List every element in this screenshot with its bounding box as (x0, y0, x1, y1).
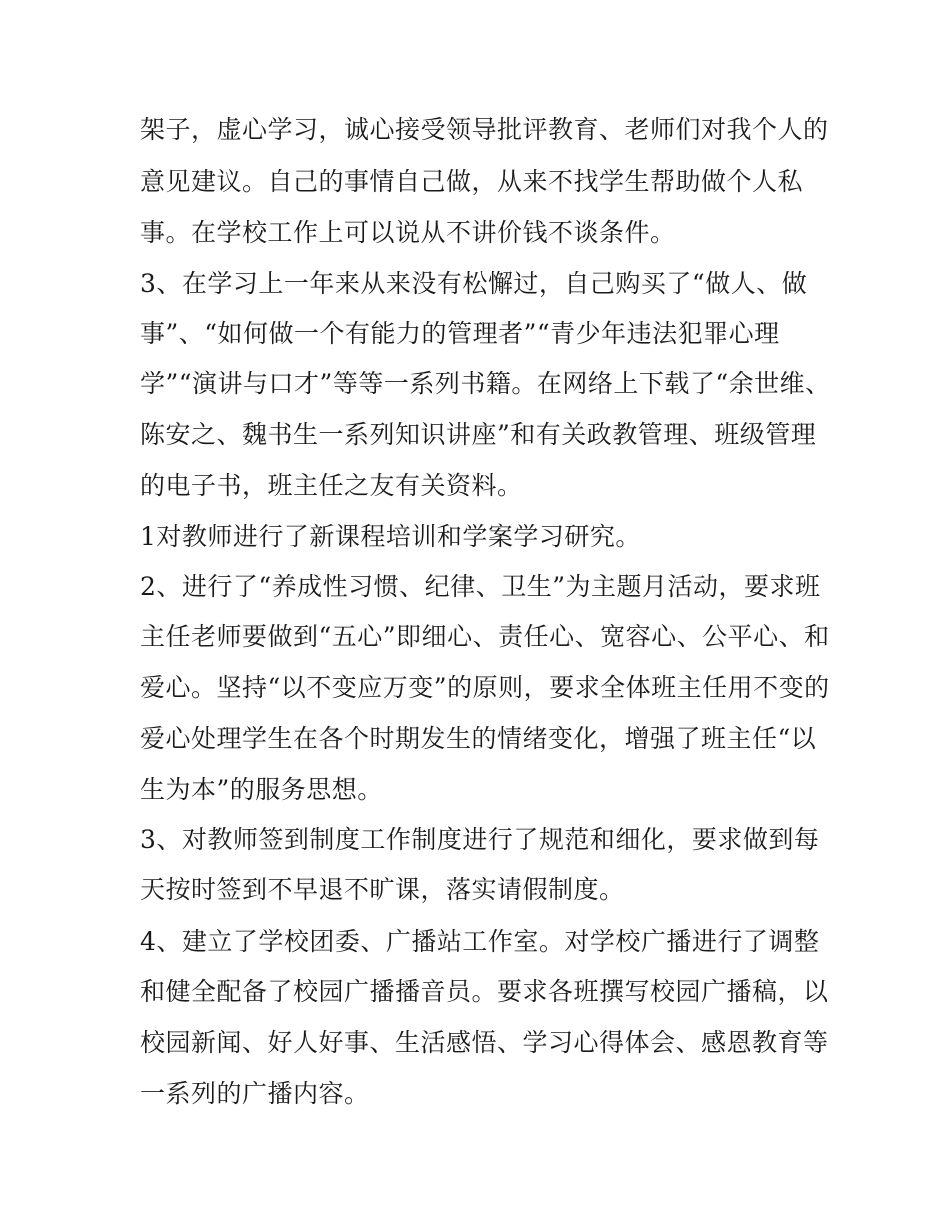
text-line: 生为本”的服务思想。 (140, 775, 383, 804)
text-line: 意见建议。自己的事情自己做，从来不找学生帮助做个人私 (140, 167, 804, 196)
text-line: 4、建立了学校团委、广播站工作室。对学校广播进行了调整 (140, 927, 820, 956)
text-line: 3、在学习上一年来从来没有松懈过，自己购买了“做人、做 (140, 269, 808, 298)
text-line: 陈安之、魏书生一系列知识讲座”和有关政教管理、班级管理 (140, 420, 817, 449)
text-line: 事。在学校工作上可以说从不讲价钱不谈条件。 (140, 218, 676, 247)
text-line: 爱心。坚持“以不变应万变”的原则，要求全体班主任用不变的 (140, 673, 830, 702)
text-line: 架子，虚心学习，诚心接受领导批评教育、老师们对我个人的 (140, 115, 829, 144)
text-line: 学”“演讲与口才”等等一系列书籍。在网络上下载了“余世维、 (140, 369, 831, 398)
text-line: 和健全配备了校园广播播音员。要求各班撰写校园广播稿，以 (140, 977, 829, 1006)
text-line: 2、进行了“养成性习惯、纪律、卫生”为主题月活动，要求班 (140, 572, 821, 601)
text-line: 校园新闻、好人好事、生活感悟、学习心得体会、感恩教育等 (140, 1028, 829, 1057)
text-line: 1对教师进行了新课程培训和学案学习研究。 (140, 522, 641, 551)
text-line: 3、对教师签到制度工作制度进行了规范和细化，要求做到每 (140, 825, 820, 854)
text-line: 天按时签到不早退不旷课，落实请假制度。 (140, 875, 625, 904)
text-line: 事”、“如何做一个有能力的管理者”“青少年违法犯罪心理 (140, 319, 780, 348)
text-line: 一系列的广播内容。 (140, 1079, 370, 1108)
text-line: 的电子书，班主任之友有关资料。 (140, 471, 523, 500)
text-line: 爱心处理学生在各个时期发生的情绪变化，增强了班主任“以 (140, 724, 817, 753)
text-line: 主任老师要做到“五心”即细心、责任心、宽容心、公平心、和 (140, 622, 830, 651)
